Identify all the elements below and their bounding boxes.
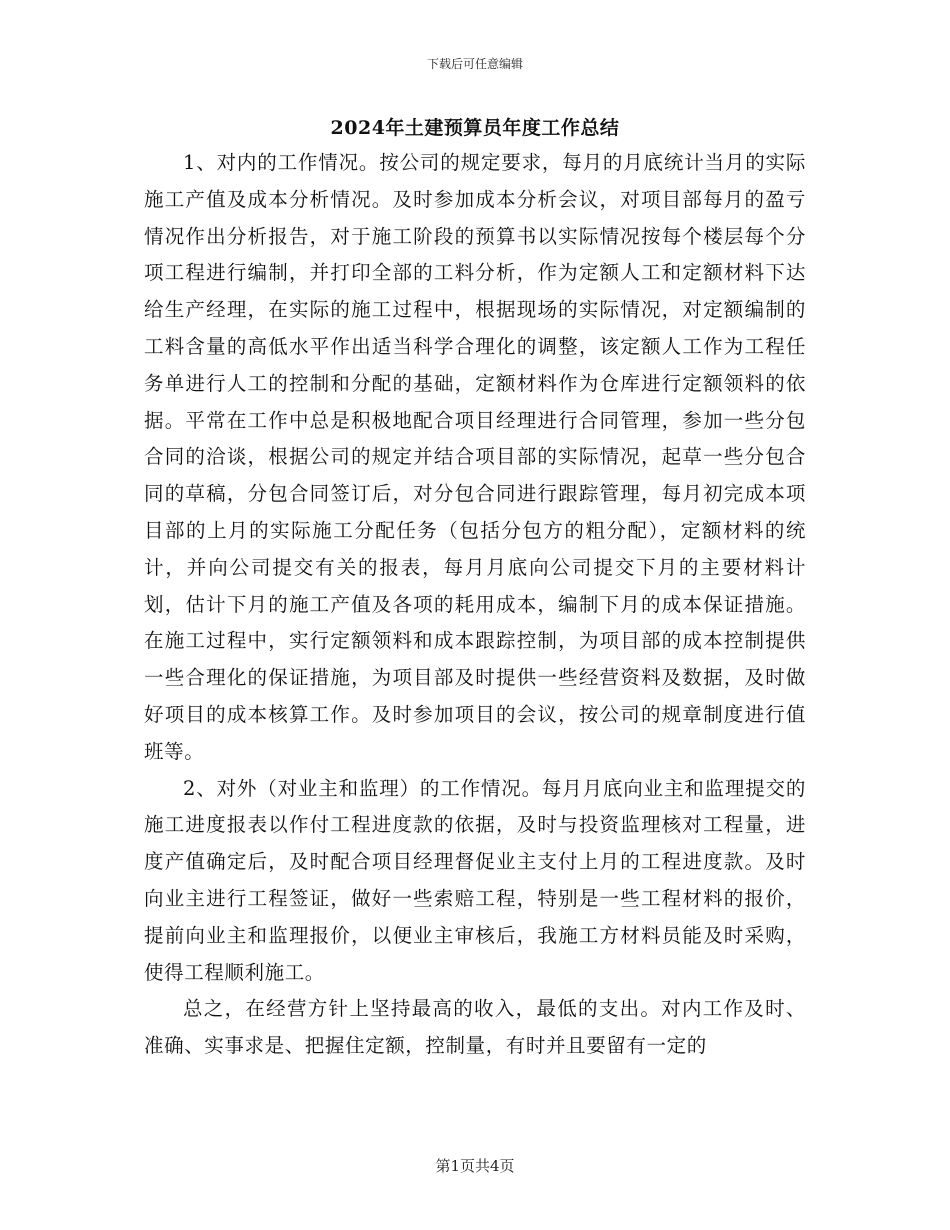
paragraph-summary: 总之，在经营方针上坚持最高的收入，最低的支出。对内工作及时、准确、实事求是、把握住定额，控制量，有时并且要留有一定的 xyxy=(144,997,806,1058)
paragraph-internal-work: 1、对内的工作情况。按公司的规定要求，每月的月底统计当月的实际施工产值及成本分析情况。及时参加成本分析会议，对项目部每月的盈亏情况作出分析报告，对于施工阶段的预算书以实际情况按每个楼层每个分项工程进行编制，并打印全部的工料分析，作为定额人工和定额材料下达给生产经理，在实际的施工过程中，根据现场的实际情况，对定额编制的工料含量的高低水平作出适当科学合理化的调整，该定额人工作为工程任务单进行人工的控制和分配的基础，定额材料作为仓库进行定额领料的依据。平常在工作中总是积极地配合项目经理进行合同管理，参加一些分包合同的洽谈，根据公司的规定并结合项目部的实际情况，起草一些分包合同的草稿，分包合同签订后，对分包合同进行跟踪管理，每月初完成本项目部的上月的实际施工分配任务（包括分包方的粗分配），定额材料的统计，并向公司提交有关的报表，每月月底向公司提交下月的主要材料计划，估计下月的施工产值及各项的耗用成本，编制下月的成本保证措施。在施工过程中，实行定额领料和成本跟踪控制，为项目部的成本控制提供一些合理化的保证措施，为项目部及时提供一些经营资料及数据，及时做好项目的成本核算工作。及时参加项目的会议，按公司的规章制度进行值班等。 xyxy=(144,151,806,763)
document-title: 2024年土建预算员年度工作总结 xyxy=(330,117,620,139)
page-footer: 第1页共4页 xyxy=(435,1157,515,1175)
document-body xyxy=(144,145,806,1065)
paragraph-external-work: 2、对外（对业主和监理）的工作情况。每月月底向业主和监理提交的施工进度报表以作付工程进度款的依据，及时与投资监理核对工程量，进度产值确定后，及时配合项目经理督促业主支付上月的工程进度款。及时向业主进行工程签证，做好一些索赔工程，特别是一些工程材料的报价，提前向业主和监理报价，以便业主审核后，我施工方材料员能及时采购，使得工程顺利施工。 xyxy=(144,776,806,984)
header-note: 下载后可任意编辑 xyxy=(426,57,523,71)
